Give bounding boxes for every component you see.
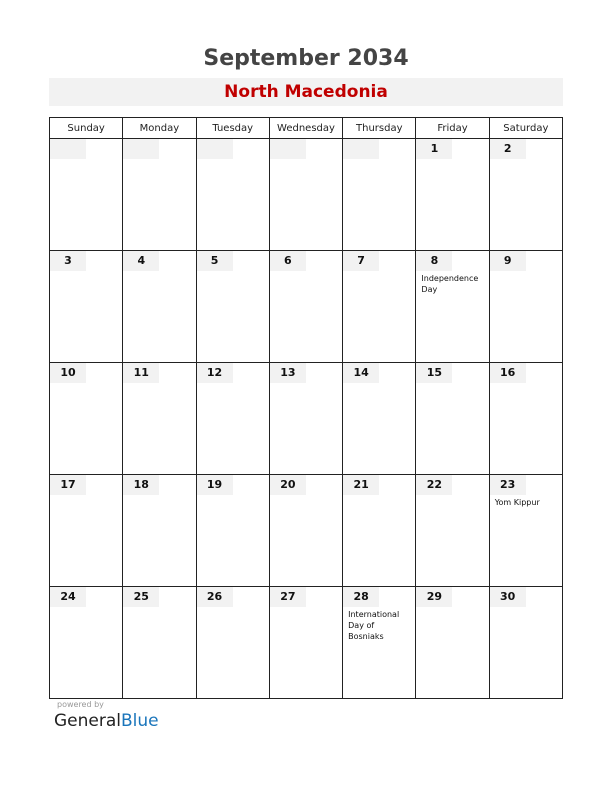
day-number: 22: [416, 475, 452, 495]
weekday-header: Tuesday: [196, 118, 269, 139]
day-cell: [196, 587, 269, 699]
calendar-grid: [49, 117, 563, 699]
weekday-header: Friday: [416, 118, 489, 139]
day-number: [270, 139, 306, 159]
day-number: [50, 139, 86, 159]
day-cell: [196, 475, 269, 587]
holiday-event: International Day of Bosniaks: [348, 610, 400, 641]
day-cell: [269, 363, 342, 475]
day-number: 7: [343, 251, 379, 271]
day-number: 5: [197, 251, 233, 271]
day-number: 19: [197, 475, 233, 495]
day-cell: [489, 587, 562, 699]
day-number: 10: [50, 363, 86, 383]
day-cell: [269, 139, 342, 251]
day-number: 30: [490, 587, 526, 607]
day-cell: [343, 251, 416, 363]
day-cell: [343, 363, 416, 475]
day-number: 25: [123, 587, 159, 607]
day-cell: [50, 587, 123, 699]
day-cell: [123, 363, 196, 475]
day-cell: [50, 475, 123, 587]
day-number: 4: [123, 251, 159, 271]
day-number: [343, 139, 379, 159]
powered-by-label: powered by: [57, 700, 104, 709]
weekday-header: Wednesday: [269, 118, 342, 139]
day-cell: [416, 251, 489, 363]
weekday-header: Thursday: [343, 118, 416, 139]
day-cell: [416, 475, 489, 587]
day-number: 18: [123, 475, 159, 495]
day-number: 21: [343, 475, 379, 495]
day-number: 12: [197, 363, 233, 383]
weekday-header: Sunday: [50, 118, 123, 139]
day-cell: [269, 475, 342, 587]
day-cell: [123, 587, 196, 699]
day-cell: [50, 363, 123, 475]
day-number: 24: [50, 587, 86, 607]
page-title: September 2034: [203, 46, 409, 71]
week-row: [50, 587, 563, 699]
week-row: [50, 139, 563, 251]
day-number: 28: [343, 587, 379, 607]
day-number: 6: [270, 251, 306, 271]
day-cell: [196, 251, 269, 363]
day-number: 14: [343, 363, 379, 383]
day-number: 9: [490, 251, 526, 271]
day-number: 26: [197, 587, 233, 607]
day-number: 23: [490, 475, 526, 495]
day-cell: [489, 475, 562, 587]
day-cell: [123, 475, 196, 587]
day-number: 3: [50, 251, 86, 271]
weekday-header-row: [50, 118, 563, 139]
country-name: North Macedonia: [49, 78, 563, 106]
day-cell: [489, 251, 562, 363]
day-cell: [489, 139, 562, 251]
day-cell: [343, 139, 416, 251]
day-number: 15: [416, 363, 452, 383]
day-number: 1: [416, 139, 452, 159]
day-cell: [50, 251, 123, 363]
day-cell: [269, 251, 342, 363]
brand-blue-text: Blue: [121, 711, 159, 731]
day-number: [197, 139, 233, 159]
day-number: 13: [270, 363, 306, 383]
generalblue-logo[interactable]: [54, 711, 159, 731]
day-number: 17: [50, 475, 86, 495]
week-row: [50, 363, 563, 475]
week-row: [50, 251, 563, 363]
holiday-event: Independence Day: [421, 274, 479, 294]
week-row: [50, 475, 563, 587]
holiday-event: Yom Kippur: [494, 498, 540, 507]
day-cell: [50, 139, 123, 251]
day-cell: [123, 251, 196, 363]
day-number: 8: [416, 251, 452, 271]
day-cell: [196, 363, 269, 475]
day-number: 11: [123, 363, 159, 383]
day-cell: [269, 587, 342, 699]
day-cell: [416, 139, 489, 251]
day-cell: [343, 587, 416, 699]
day-number: 29: [416, 587, 452, 607]
day-number: 20: [270, 475, 306, 495]
brand-general-text: General: [54, 711, 121, 731]
day-cell: [196, 139, 269, 251]
day-number: 16: [490, 363, 526, 383]
day-cell: [123, 139, 196, 251]
day-cell: [416, 587, 489, 699]
day-cell: [416, 363, 489, 475]
day-number: 27: [270, 587, 306, 607]
day-cell: [343, 475, 416, 587]
weekday-header: Monday: [123, 118, 196, 139]
weekday-header: Saturday: [489, 118, 562, 139]
day-cell: [489, 363, 562, 475]
day-number: [123, 139, 159, 159]
day-number: 2: [490, 139, 526, 159]
